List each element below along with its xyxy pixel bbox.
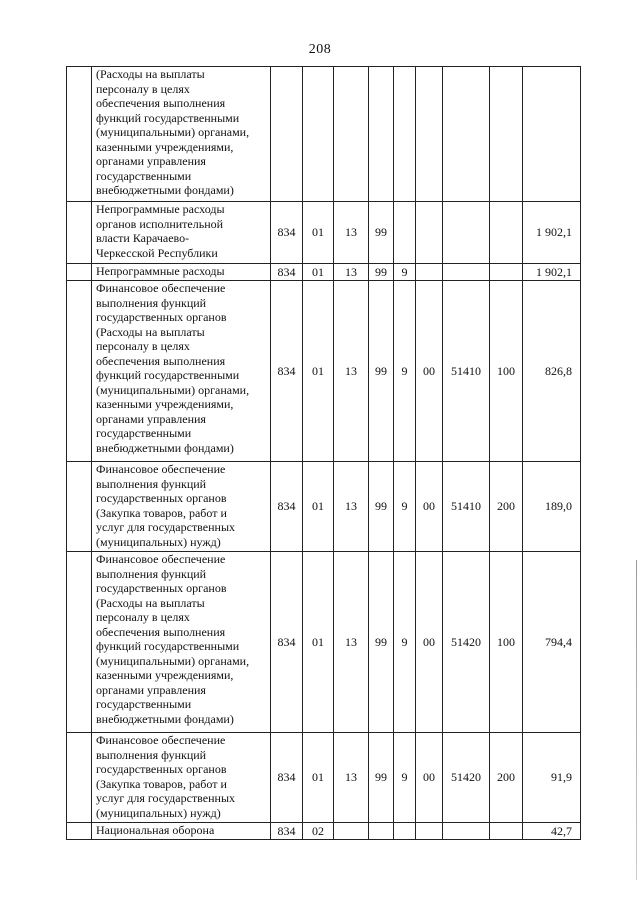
row-number-cell: [67, 733, 92, 823]
cell-main-event: [416, 264, 443, 281]
scan-edge-mark: [636, 560, 637, 880]
cell-amount: 189,0: [523, 462, 581, 552]
cell-rz: 01: [303, 462, 334, 552]
cell-name: Финансовое обеспечение выполнения функций государственных органов (Закупка товаров, работ и услуг для государственных (муниципальных) нужд): [92, 462, 271, 552]
cell-subprogram: [394, 67, 416, 202]
table-row: [67, 733, 581, 823]
cell-grbs: 834: [271, 552, 303, 733]
cell-program: [369, 67, 394, 202]
cell-rz: 01: [303, 202, 334, 264]
row-number-cell: [67, 264, 92, 281]
cell-name: (Расходы на выплаты персоналу в целях обеспечения выполнения функций государственными (муниципальными) органами, казенными учреждениями, органами управления государственными внебюджетными фондами): [92, 67, 271, 202]
cell-grbs: 834: [271, 462, 303, 552]
cell-pr: 13: [334, 733, 369, 823]
cell-subprogram: 9: [394, 281, 416, 462]
cell-rz: 01: [303, 281, 334, 462]
cell-vr: 100: [490, 552, 523, 733]
cell-rz: 01: [303, 264, 334, 281]
cell-vr: [490, 202, 523, 264]
cell-name: Национальная оборона: [92, 823, 271, 840]
table-row: [67, 264, 581, 281]
cell-pr: [334, 823, 369, 840]
cell-program: [369, 823, 394, 840]
cell-pr: 13: [334, 264, 369, 281]
budget-table: [66, 66, 581, 840]
cell-direction: [443, 823, 490, 840]
cell-grbs: 834: [271, 264, 303, 281]
table-row: [67, 281, 581, 462]
table-row: [67, 823, 581, 840]
cell-amount: 1 902,1: [523, 264, 581, 281]
cell-direction: [443, 264, 490, 281]
cell-direction: 51420: [443, 552, 490, 733]
cell-main-event: 00: [416, 733, 443, 823]
cell-name: Финансовое обеспечение выполнения функций государственных органов (Закупка товаров, работ и услуг для государственных (муниципальных) нужд): [92, 733, 271, 823]
cell-program: 99: [369, 552, 394, 733]
cell-main-event: [416, 823, 443, 840]
cell-amount: 794,4: [523, 552, 581, 733]
row-number-cell: [67, 823, 92, 840]
cell-amount: 42,7: [523, 823, 581, 840]
cell-main-event: [416, 67, 443, 202]
cell-subprogram: [394, 823, 416, 840]
cell-amount: 1 902,1: [523, 202, 581, 264]
row-number-cell: [67, 281, 92, 462]
cell-grbs: 834: [271, 823, 303, 840]
cell-amount: 826,8: [523, 281, 581, 462]
cell-rz: 01: [303, 733, 334, 823]
table-row: [67, 67, 581, 202]
cell-subprogram: [394, 202, 416, 264]
cell-amount: 91,9: [523, 733, 581, 823]
cell-vr: [490, 67, 523, 202]
row-number-cell: [67, 67, 92, 202]
cell-program: 99: [369, 462, 394, 552]
cell-grbs: 834: [271, 733, 303, 823]
cell-pr: [334, 67, 369, 202]
row-number-cell: [67, 552, 92, 733]
cell-vr: 100: [490, 281, 523, 462]
cell-vr: 200: [490, 462, 523, 552]
cell-program: 99: [369, 281, 394, 462]
cell-direction: 51410: [443, 281, 490, 462]
cell-subprogram: 9: [394, 552, 416, 733]
cell-pr: 13: [334, 552, 369, 733]
row-number-cell: [67, 202, 92, 264]
cell-program: 99: [369, 202, 394, 264]
cell-grbs: 834: [271, 202, 303, 264]
cell-subprogram: 9: [394, 462, 416, 552]
cell-rz: [303, 67, 334, 202]
cell-direction: [443, 202, 490, 264]
cell-subprogram: 9: [394, 264, 416, 281]
cell-name: Непрограммные расходы органов исполнительной власти Карачаево- Черкесской Республики: [92, 202, 271, 264]
table-row: [67, 202, 581, 264]
table-row: [67, 462, 581, 552]
cell-name: Финансовое обеспечение выполнения функций государственных органов (Расходы на выплаты персоналу в целях обеспечения выполнения функций государственными (муниципальными) органами, казенными учреждениями, органами управления государственными внебюджетными фондами): [92, 281, 271, 462]
cell-vr: [490, 264, 523, 281]
cell-name: Финансовое обеспечение выполнения функций государственных органов (Расходы на выплаты персоналу в целях обеспечения выполнения функций государственными (муниципальными) органами, казенными учреждениями, органами управления государственными внебюджетными фондами): [92, 552, 271, 733]
cell-direction: [443, 67, 490, 202]
cell-program: 99: [369, 264, 394, 281]
cell-pr: 13: [334, 281, 369, 462]
cell-rz: 02: [303, 823, 334, 840]
cell-main-event: 00: [416, 462, 443, 552]
cell-grbs: 834: [271, 281, 303, 462]
cell-amount: [523, 67, 581, 202]
cell-direction: 51420: [443, 733, 490, 823]
cell-vr: 200: [490, 733, 523, 823]
cell-main-event: 00: [416, 281, 443, 462]
cell-vr: [490, 823, 523, 840]
cell-pr: 13: [334, 462, 369, 552]
cell-program: 99: [369, 733, 394, 823]
cell-main-event: 00: [416, 552, 443, 733]
cell-name: Непрограммные расходы: [92, 264, 271, 281]
row-number-cell: [67, 462, 92, 552]
table-row: [67, 552, 581, 733]
page-number: 208: [308, 42, 332, 57]
cell-subprogram: 9: [394, 733, 416, 823]
cell-rz: 01: [303, 552, 334, 733]
cell-main-event: [416, 202, 443, 264]
cell-grbs: [271, 67, 303, 202]
cell-direction: 51410: [443, 462, 490, 552]
cell-pr: 13: [334, 202, 369, 264]
